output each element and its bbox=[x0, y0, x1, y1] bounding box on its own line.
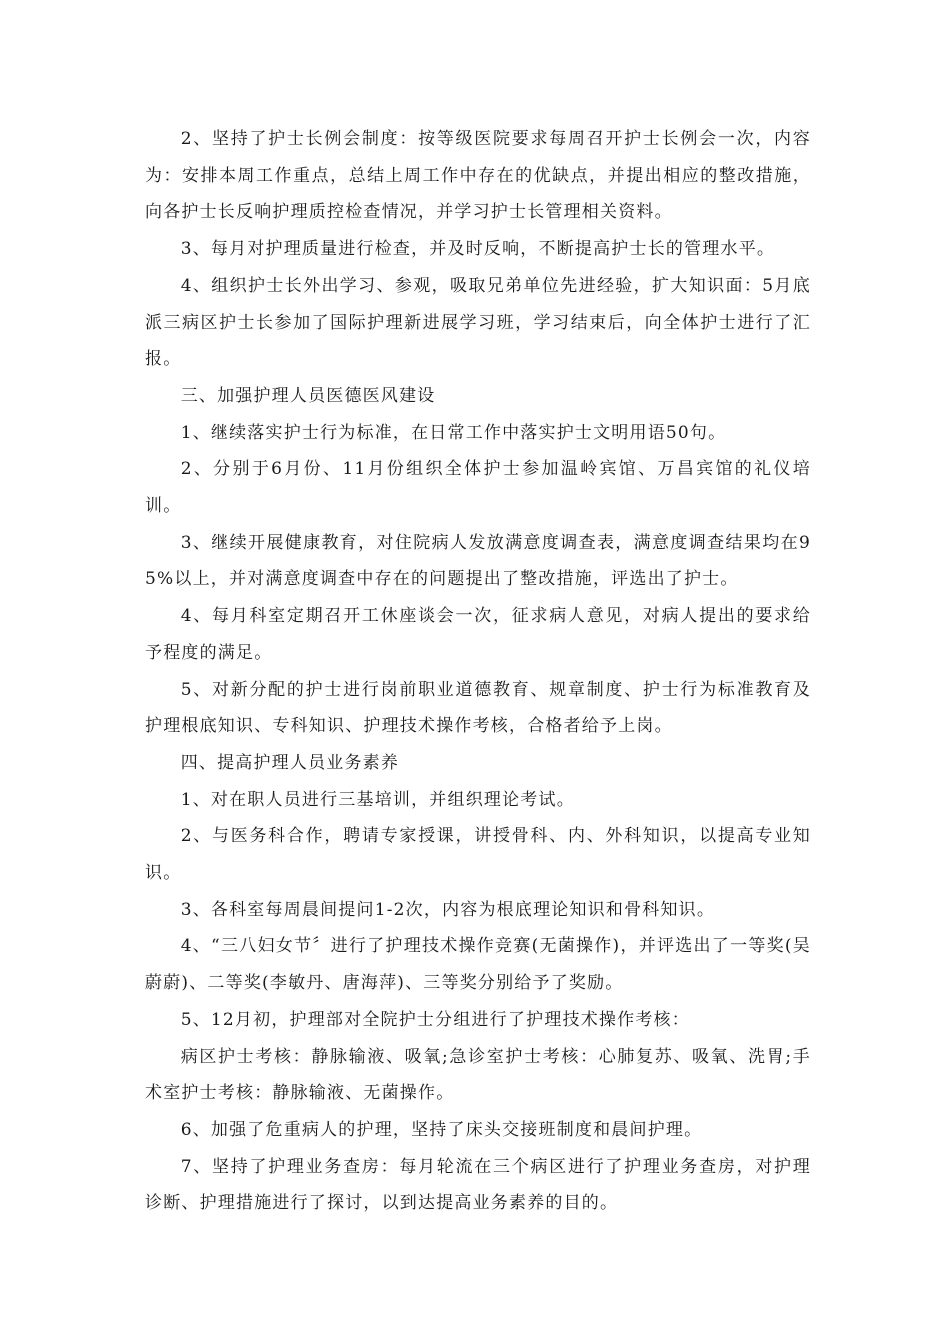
paragraph-5: 1、继续落实护士行为标准，在日常工作中落实护士文明用语50句。 bbox=[180, 422, 727, 443]
paragraph-18: 7、坚持了护理业务查房：每月轮流在三个病区进行了护理业务查房，对护理诊断、护理措施进行了探讨，以到达提高业务素养的目的。 bbox=[145, 1156, 811, 1214]
paragraph-13: 3、各科室每周晨间提问1-2次，内容为根底理论知识和骨科知识。 bbox=[180, 899, 716, 920]
paragraph-1: 2、坚持了护士长例会制度：按等级医院要求每周召开护士长例会一次，内容为：安排本周工作重点，总结上周工作中存在的优缺点，并提出相应的整改措施，向各护士长反响护理质控检查情况，并学习护士长管理相关资料。 bbox=[145, 129, 811, 223]
document-body bbox=[145, 121, 811, 1222]
paragraph-2: 3、每月对护理质量进行检查，并及时反响，不断提高护士长的管理水平。 bbox=[180, 239, 776, 260]
paragraph-16: 病区护士考核：静脉输液、吸氧;急诊室护士考核：心肺复苏、吸氧、洗胃;手术室护士考核：静脉输液、无菌操作。 bbox=[145, 1046, 811, 1104]
paragraph-17: 6、加强了危重病人的护理，坚持了床头交接班制度和晨间护理。 bbox=[180, 1119, 703, 1140]
section-heading-4: 四、提高护理人员业务素养 bbox=[180, 752, 400, 773]
paragraph-11: 1、对在职人员进行三基培训，并组织理论考试。 bbox=[180, 789, 575, 810]
paragraph-7: 3、继续开展健康教育，对住院病人发放满意度调查表，满意度调查结果均在95%以上，并对满意度调查中存在的问题提出了整改措施，评选出了护士。 bbox=[145, 532, 811, 590]
paragraph-14: 4、“三八妇女节〞进行了护理技术操作竞赛(无菌操作)，并评选出了一等奖(吴蔚蔚)、二等奖(李敏丹、唐海萍)、三等奖分别给予了奖励。 bbox=[145, 936, 811, 994]
paragraph-6: 2、分别于6月份、11月份组织全体护士参加温岭宾馆、万昌宾馆的礼仪培训。 bbox=[145, 459, 811, 517]
paragraph-8: 4、每月科室定期召开工休座谈会一次，征求病人意见，对病人提出的要求给予程度的满足。 bbox=[145, 606, 811, 663]
section-heading-3: 三、加强护理人员医德医风建设 bbox=[180, 385, 436, 406]
paragraph-15: 5、12月初，护理部对全院护士分组进行了护理技术操作考核： bbox=[180, 1009, 690, 1030]
paragraph-3: 4、组织护士长外出学习、参观，吸取兄弟单位先进经验，扩大知识面：5月底派三病区护士长参加了国际护理新进展学习班，学习结束后，向全体护士进行了汇报。 bbox=[145, 275, 811, 370]
paragraph-9: 5、对新分配的护士进行岗前职业道德教育、规章制度、护士行为标准教育及护理根底知识、专科知识、护理技术操作考核，合格者给予上岗。 bbox=[145, 679, 811, 737]
paragraph-12: 2、与医务科合作，聘请专家授课，讲授骨科、内、外科知识，以提高专业知识。 bbox=[145, 826, 811, 884]
